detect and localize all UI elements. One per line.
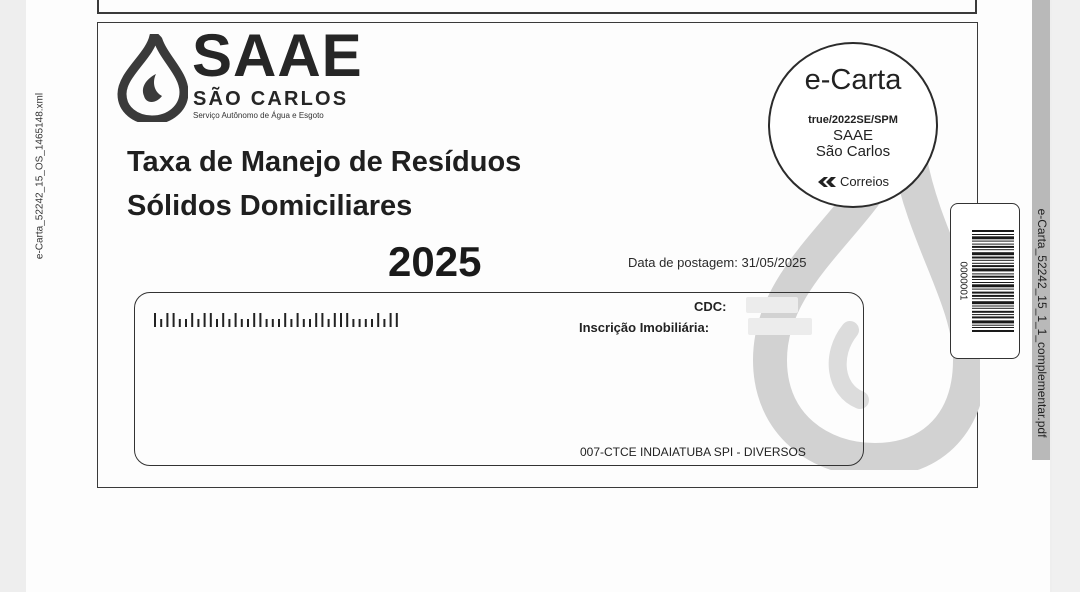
viewer-background [1052, 0, 1080, 592]
barcode-tag-code: 0000001 [957, 261, 969, 301]
cdc-label: CDC: [694, 299, 727, 314]
title-line-2: Sólidos Domiciliares [127, 190, 413, 222]
previous-section-box [97, 0, 977, 14]
routing-code: 007-CTCE INDAIATUBA SPI - DIVERSOS [580, 445, 806, 459]
seal-carrier-name: Correios [839, 174, 890, 189]
inscricao-label: Inscrição Imobiliária: [579, 320, 710, 335]
title-line-1: Taxa de Manejo de Resíduos [127, 146, 522, 178]
saae-drop-logo-icon [116, 34, 188, 122]
document-title [127, 140, 521, 228]
cdc-value-redacted [746, 297, 798, 313]
postal-barcode [154, 313, 406, 329]
seal-title: e-Carta [804, 64, 902, 96]
seal-carrier [770, 174, 936, 189]
logo-wordmark: SAAE [192, 22, 363, 89]
logo-city: SÃO CARLOS [193, 88, 349, 110]
side-filename-left: e-Carta_52242_15_OS_1465148.xml [34, 92, 46, 260]
inscricao-value-redacted [748, 318, 812, 335]
postage-date: Data de postagem: 31/05/2025 [628, 255, 807, 270]
ecarta-seal [768, 42, 938, 208]
seal-code: true/2022SE/SPM [808, 114, 898, 126]
tag-barcode [972, 230, 1014, 334]
seal-org-line-2: São Carlos [815, 143, 891, 160]
side-filename-right: e-Carta_52242_15_1_1_complementar.pdf [1035, 208, 1049, 438]
seal-org-line-1: SAAE [832, 127, 874, 144]
logo-tagline: Serviço Autônomo de Água e Esgoto [193, 111, 324, 120]
seal-organization [770, 128, 936, 160]
document-year: 2025 [388, 238, 482, 285]
correios-logo-icon [817, 176, 837, 188]
